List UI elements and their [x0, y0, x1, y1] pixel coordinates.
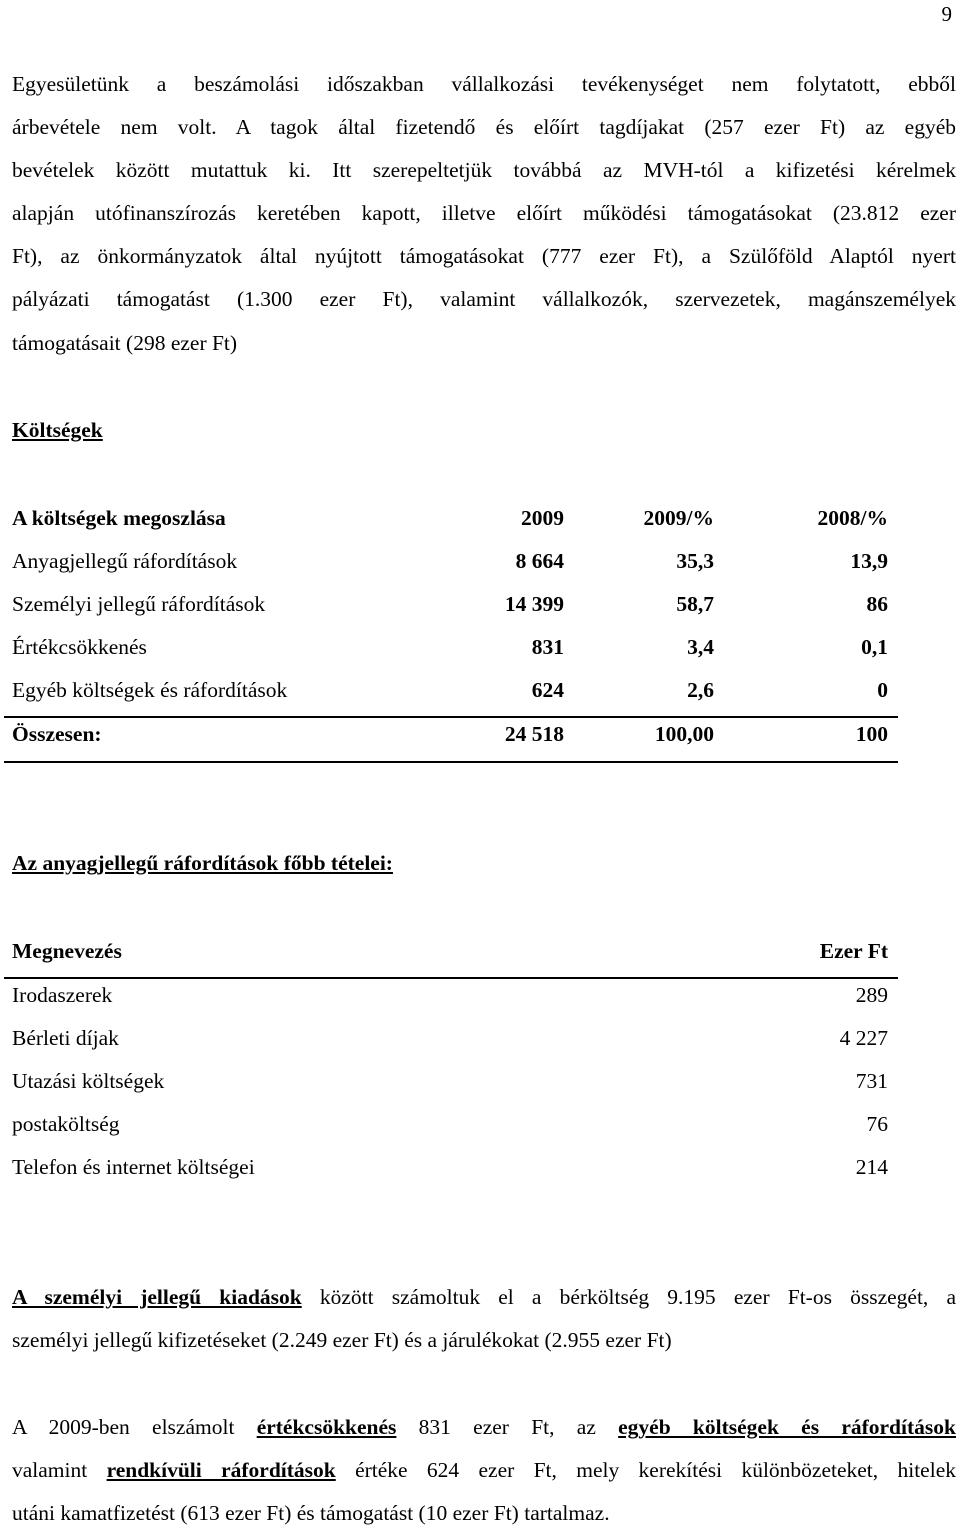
depreciation-paragraph: [12, 1406, 956, 1535]
personal-paragraph: [12, 1276, 956, 1362]
text-run: között számoltuk el a bérköltség 9.195 ezer Ft-os összegét, a: [301, 1285, 956, 1309]
row-label: Személyi jellegű ráfordítások: [12, 592, 266, 616]
table-divider: [4, 977, 898, 979]
row-label: Értékcsökkenés: [12, 635, 147, 659]
personal-term: A személyi jellegű kiadások: [12, 1285, 302, 1309]
row-value: 624: [531, 678, 564, 702]
row-value: 4 227: [839, 1026, 888, 1050]
paragraph-line: [12, 1276, 956, 1319]
header-cell: 2009/%: [643, 506, 714, 530]
material-heading: Az anyagjellegű ráfordítások főbb tételei:: [12, 851, 393, 875]
total-value: 100,00: [654, 722, 714, 746]
row-value: 35,3: [676, 549, 714, 573]
row-label: Utazási költségek: [12, 1069, 165, 1093]
row-value: 2,6: [687, 678, 714, 702]
table-divider: [4, 716, 898, 718]
other-costs-term: egyéb költségek és ráfordítások: [618, 1415, 956, 1439]
table-divider: [4, 761, 898, 763]
paragraph-line: [12, 1406, 956, 1449]
row-value: 289: [855, 983, 888, 1007]
header-cell: 2008/%: [817, 506, 888, 530]
row-label: Bérleti díjak: [12, 1026, 119, 1050]
text-run: A 2009-ben elszámolt: [12, 1415, 257, 1439]
text-run: valamint: [12, 1458, 107, 1483]
intro-line: pályázati támogatást (1.300 ezer Ft), valamint vállalkozók, szervezetek, magánszemélyek: [12, 287, 956, 312]
row-value: 0,1: [861, 635, 888, 659]
page-number: 9: [941, 2, 952, 26]
row-value: 214: [855, 1155, 888, 1179]
costs-heading: Költségek: [12, 418, 103, 442]
paragraph-line: [12, 1449, 956, 1492]
extraordinary-term: rendkívüli ráfordítások: [106, 1458, 336, 1483]
paragraph-line: személyi jellegű kifizetéseket (2.249 ezer Ft) és a járulékokat (2.955 ezer Ft): [12, 1328, 672, 1353]
row-value: 3,4: [687, 635, 714, 659]
intro-line: alapján utófinanszírozás keretében kapott, illetve előírt működési támogatásokat (23.812 ezer: [12, 201, 956, 226]
row-label: Telefon és internet költségei: [12, 1155, 255, 1179]
row-label: Irodaszerek: [12, 983, 113, 1007]
depreciation-term: értékcsökkenés: [256, 1415, 397, 1439]
intro-paragraph: [12, 63, 956, 365]
intro-line: Egyesületünk a beszámolási időszakban vállalkozási tevékenységet nem folytatott, ebből: [12, 72, 956, 96]
row-value: 13,9: [850, 549, 888, 573]
row-label: Egyéb költségek és ráfordítások: [12, 678, 288, 702]
header-cell: Ezer Ft: [819, 939, 888, 963]
row-value: 0: [877, 678, 888, 702]
row-label: Anyagjellegű ráfordítások: [12, 549, 238, 573]
row-value: 831: [531, 635, 564, 659]
intro-line: árbevétele nem volt. A tagok által fizetendő és előírt tagdíjakat (257 ezer Ft) az egyéb: [12, 115, 956, 140]
row-label: postaköltség: [12, 1112, 120, 1136]
row-value: 731: [855, 1069, 888, 1093]
intro-line: Ft), az önkormányzatok által nyújtott támogatásokat (777 ezer Ft), a Szülőföld Alaptól nyert: [12, 244, 956, 269]
paragraph-line: utáni kamatfizetést (613 ezer Ft) és támogatást (10 ezer Ft) tartalmaz.: [12, 1501, 610, 1526]
total-value: 100: [855, 722, 888, 746]
total-label: Összesen:: [12, 722, 102, 746]
row-value: 8 664: [515, 549, 564, 573]
text-run: 831 ezer Ft, az: [396, 1415, 619, 1439]
intro-line: támogatásait (298 ezer Ft): [12, 330, 238, 355]
row-value: 58,7: [676, 592, 714, 616]
header-cell: A költségek megoszlása: [12, 506, 226, 530]
row-value: 86: [866, 592, 888, 616]
row-value: 14 399: [504, 592, 564, 616]
text-run: értéke 624 ezer Ft, mely kerekítési különbözeteket, hitelek: [335, 1458, 956, 1483]
intro-line: bevételek között mutattuk ki. Itt szerepeltetjük továbbá az MVH-tól a kifizetési kérelmek: [12, 158, 956, 183]
header-cell: 2009: [521, 506, 564, 530]
header-cell: Megnevezés: [12, 939, 122, 963]
row-value: 76: [866, 1112, 888, 1136]
total-value: 24 518: [504, 722, 564, 746]
